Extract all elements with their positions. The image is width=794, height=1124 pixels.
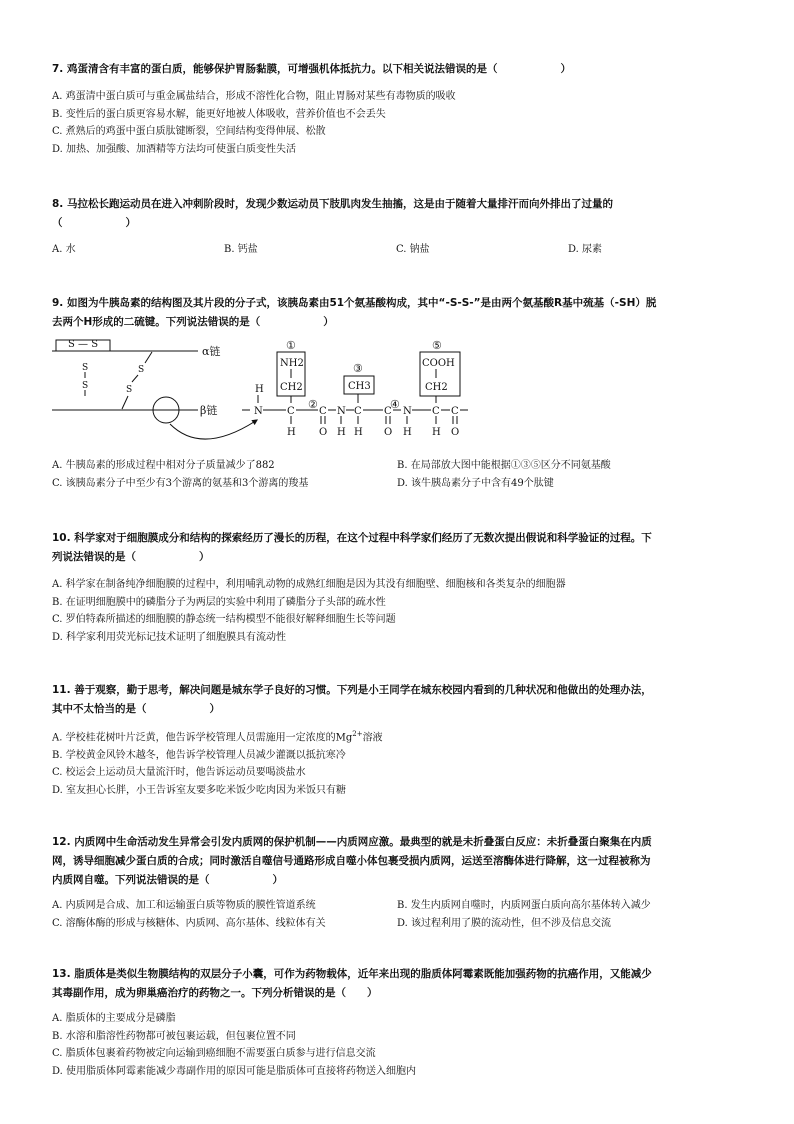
question-11 [52, 681, 742, 799]
option-b: B. 学校黄金风铃木越冬，他告诉学校管理人员减少灌溉以抵抗寒冷 [52, 749, 346, 761]
question-stem: 13. 脂质体是类似生物膜结构的双层分子小囊，可作为药物载体，近年来出现的脂质体阿霉素既能加强药物的抗癌作用，又能减少 [52, 968, 652, 980]
question-7 [52, 60, 742, 158]
h-atom: H [255, 384, 264, 395]
n-atom: N [403, 406, 412, 417]
peptide-fragment [242, 339, 468, 438]
question-8 [52, 195, 742, 259]
question-9-options [52, 457, 742, 492]
alpha-chain-label: α链 [202, 345, 221, 358]
question-stem: 7. 鸡蛋清含有丰富的蛋白质，能够保护胃肠黏膜，可增强机体抵抗力。以下相关说法错误的是（ ） [52, 63, 571, 75]
ch2-group: CH2 [425, 382, 448, 393]
label-5: ⑤ [432, 339, 442, 352]
question-stem: 10. 科学家对于细胞膜成分和结构的探索经历了漫长的历程，在这个过程中科学家们经历了无数次提出假说和科学验证的过程。下 [52, 532, 652, 544]
h-atom: H [337, 427, 346, 438]
option-a: A. 牛胰岛素的形成过程中相对分子质量减少了882 [52, 460, 275, 471]
option-b: B. 在局部放大图中能根据①③⑤区分不同氨基酸 [397, 460, 611, 471]
question-stem: 内质网自噬。下列说法错误的是（ ） [52, 874, 283, 886]
option-c: C. 脂质体包裹着药物被定向运输到癌细胞不需要蛋白质参与进行信息交流 [52, 1048, 376, 1059]
h-atom: H [354, 427, 363, 438]
question-stem: 其毒副作用，成为卵巢癌治疗的药物之一。下列分析错误的是（ ） [52, 987, 378, 999]
cooh-group: COOH [422, 358, 455, 369]
option-d: D. 科学家利用荧光标记技术证明了细胞膜具有流动性 [52, 631, 287, 643]
option-a [52, 726, 742, 747]
question-stem: 其中不太恰当的是（ ） [52, 703, 220, 715]
n-atom: N [337, 406, 346, 417]
option-d: D. 该牛胰岛素分子中含有49个肽键 [397, 477, 554, 489]
option-b: B. 在证明细胞膜中的磷脂分子为两层的实验中利用了磷脂分子头部的疏水性 [52, 596, 386, 608]
question-9 [52, 294, 742, 332]
option-d: D. 尿素 [568, 244, 603, 255]
option-a: A. 科学家在制备纯净细胞膜的过程中，利用哺乳动物的成熟红细胞是因为其没有细胞壁、细胞核和各类复杂的细胞器 [52, 579, 566, 590]
c-atom: C [319, 406, 327, 417]
option-a-text-end: 溶液 [362, 732, 383, 744]
option-d: D. 室友担心长胖，小王告诉室友要多吃米饭少吃肉因为米饭只有糖 [52, 784, 347, 796]
option-d: D. 加热、加强酸、加酒精等方法均可使蛋白质变性失活 [52, 143, 297, 155]
option-d: D. 使用脂质体阿霉素能减少毒副作用的原因可能是脂质体可直接将药物送入细胞内 [52, 1065, 417, 1077]
c-atom: C [354, 406, 362, 417]
question-stem: 11. 善于观察，勤于思考，解决问题是城东学子良好的习惯。下列是小王同学在城东校园内看到的几种状况和他做出的处理办法， [52, 684, 652, 696]
option-a: A. 水 [52, 244, 76, 255]
label-2: ② [308, 398, 318, 411]
nh2-group: NH2 [280, 358, 304, 369]
o-atom: O [319, 427, 328, 438]
h-atom: H [403, 427, 412, 438]
sulfur-label: S [82, 363, 89, 373]
question-12 [52, 833, 742, 932]
beta-chain [52, 403, 217, 417]
label-1: ① [286, 339, 296, 352]
question-stem: 8. 马拉松长跑运动员在进入冲刺阶段时，发现少数运动员下肢肌肉发生抽搐，这是由于随着大量排汗而向外排出了过量的 [52, 198, 613, 210]
ch2-group: CH2 [280, 382, 303, 393]
h-atom: H [432, 427, 441, 438]
insulin-structure-diagram [52, 338, 472, 450]
n-atom: N [254, 406, 263, 417]
option-c: C. 钠盐 [396, 244, 430, 255]
label-4: ④ [390, 398, 400, 411]
option-d: D. 该过程利用了膜的流动性，但不涉及信息交流 [397, 917, 612, 929]
question-stem: 12. 内质网中生命活动发生异常会引发内质网的保护机制——内质网应激。最典型的就是未折叠蛋白反应：未折叠蛋白聚集在内质 [52, 836, 652, 848]
option-b: B. 钙盐 [224, 244, 258, 255]
option-a-text: A. 学校桂花树叶片泛黄，他告诉学校管理人员需施用一定浓度的Mg [52, 732, 353, 744]
beta-chain-label: β链 [200, 404, 218, 417]
sulfur-label: S [138, 365, 145, 375]
arrow-icon [170, 420, 257, 439]
question-stem: 9. 如图为牛胰岛素的结构图及其片段的分子式，该胰岛素由51个氨基酸构成，其中“-S-S-”是由两个氨基酸R基中巯基（-SH）脱 [52, 297, 657, 309]
o-atom: O [451, 427, 460, 438]
sulfur-label: S [82, 381, 89, 391]
ch3-group: CH3 [348, 381, 371, 392]
o-atom: O [384, 427, 393, 438]
question-10 [52, 529, 742, 646]
option-a: A. 鸡蛋清中蛋白质可与重金属盐结合，形成不溶性化合物，阻止胃肠对某些有毒物质的吸收 [52, 91, 456, 102]
ion-charge: 2+ [352, 730, 363, 738]
label-3: ③ [353, 362, 363, 375]
c-atom: C [287, 406, 295, 417]
option-b: B. 水溶和脂溶性药物都可被包裹运载，但包裹位置不同 [52, 1030, 296, 1042]
question-13 [52, 965, 742, 1080]
option-c: C. 校运会上运动员大量流汗时，他告诉运动员要喝淡盐水 [52, 767, 306, 779]
question-stem: 列说法错误的是（ ） [52, 551, 210, 563]
option-a: A. 脂质体的主要成分是磷脂 [52, 1013, 176, 1024]
question-stem: （ ） [52, 217, 136, 229]
option-b: B. 变性后的蛋白质更容易水解，能更好地被人体吸收，营养价值也不会丢失 [52, 108, 386, 120]
option-c: C. 溶酶体酶的形成与核糖体、内质网、高尔基体、线粒体有关 [52, 917, 326, 929]
disulfide-bond-label: S — S [68, 339, 99, 350]
c-atom: C [451, 406, 459, 417]
option-c: C. 煮熟后的鸡蛋中蛋白质肽键断裂，空间结构变得伸展、松散 [52, 126, 326, 137]
h-atom: H [287, 427, 296, 438]
question-stem: 去两个H形成的二硫键。下列说法错误的是（ ） [52, 316, 334, 328]
c-atom: C [432, 406, 440, 417]
question-stem: 网，诱导细胞减少蛋白质的合成；同时激活自噬信号通路形成自噬小体包裹受损内质网，运送至溶酶体进行降解，这一过程被称为 [52, 855, 651, 867]
option-c: C. 罗伯特森所描述的细胞膜的静态统一结构模型不能很好解释细胞生长等问题 [52, 614, 396, 625]
option-b: B. 发生内质网自噬时，内质网蛋白质向高尔基体转入减少 [397, 900, 651, 911]
option-a: A. 内质网是合成、加工和运输蛋白质等物质的膜性管道系统 [52, 900, 316, 911]
c-atom: C [384, 406, 392, 417]
option-c: C. 该胰岛素分子中至少有3个游离的氨基和3个游离的羧基 [52, 477, 309, 489]
sulfur-label: S [126, 385, 133, 395]
